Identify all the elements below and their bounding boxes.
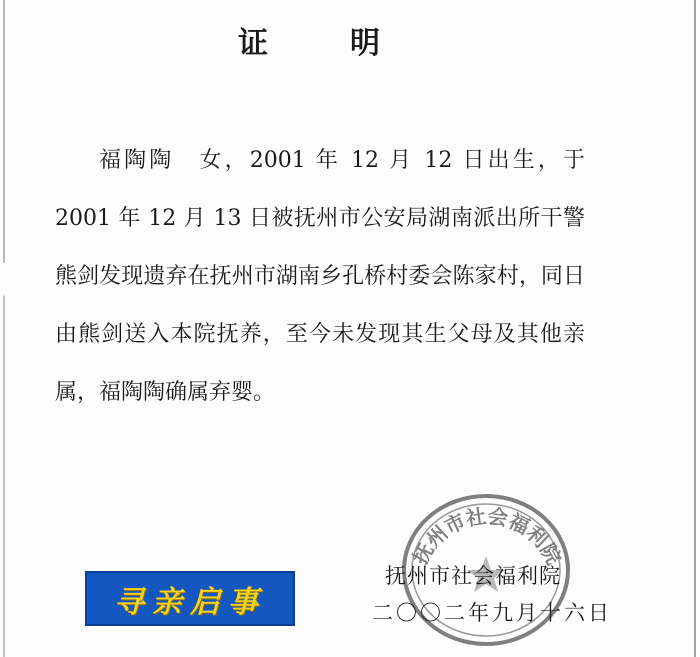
- issue-date: 二〇〇二年九月十六日: [372, 601, 612, 625]
- title-char-1: 证: [238, 26, 270, 61]
- scan-edge-left: [3, 0, 5, 657]
- banner-label: 寻亲启事: [114, 584, 266, 620]
- certificate-body: [55, 132, 585, 422]
- title-char-2: 明: [350, 26, 382, 61]
- seal-text: 抚州市社会福利院: [407, 503, 567, 569]
- document-title: [0, 18, 620, 62]
- certificate-paragraph: 福陶陶 女，2001 年 12 月 12 日出生，于 2001 年 12 月 13 日被抚州市公安局湖南派出所干警熊剑发现遗弃在抚州市湖南乡孔桥村委会陈家村，同日由熊剑送入本院抚养，至今未发现其生父母及其他亲属，福陶陶确属弃婴。: [55, 148, 585, 405]
- seeking-family-banner: [85, 571, 295, 626]
- issuing-organization: 抚州市社会福利院: [385, 564, 561, 588]
- scan-edge-right: [694, 0, 696, 657]
